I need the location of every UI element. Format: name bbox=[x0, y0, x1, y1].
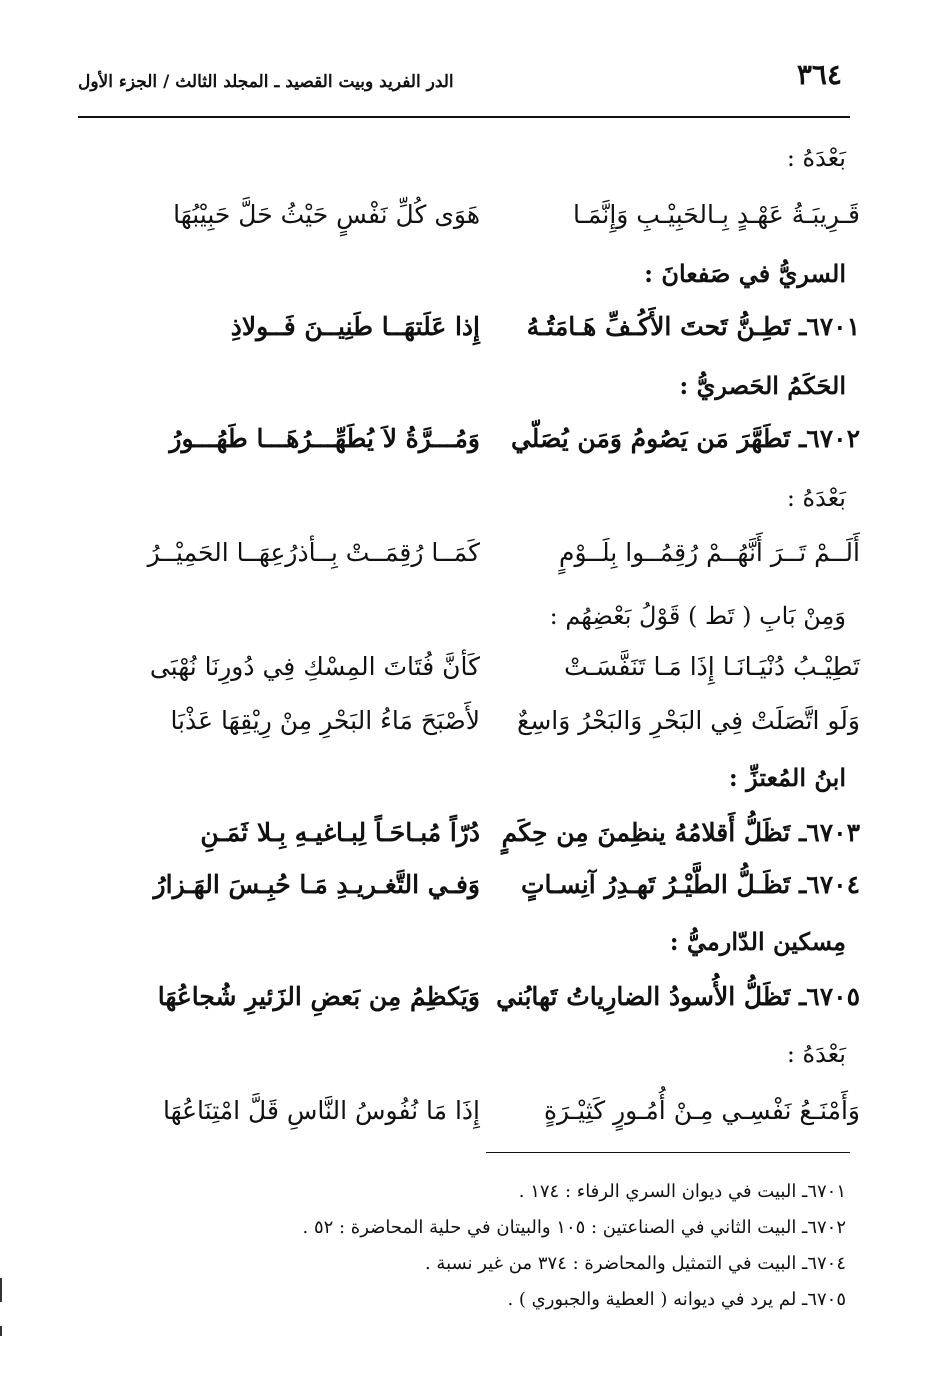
verse-second-hemistich: هَوَى كُلِّ نَفْسٍ حَيْثُ حَلَّ حَبِيْبُهَا bbox=[173, 200, 480, 229]
verse-row bbox=[100, 860, 860, 910]
verse-first-hemistich: ٦٧٠١ـ تَطِـنُّ تَحتَ الأَكُـفِّ هَـامَتُـهُ bbox=[526, 312, 860, 341]
verse-first-hemistich: ٦٧٠٤ـ تَظَـلُّ الطَّيْـرُ تَهـدِرُ آنِسـاتٍ bbox=[521, 870, 860, 899]
page-number: ٣٦٤ bbox=[796, 58, 842, 91]
verse-first-hemistich: قَـرِيبَـةُ عَهْـدٍ بِـالحَبِيْـبِ وَإِنَّمَـا bbox=[572, 200, 860, 229]
footnote-rule bbox=[486, 1152, 850, 1153]
verse-second-hemistich: إِذا عَلَتهَــا طَنِيــنَ فَــولاذِ bbox=[230, 312, 480, 341]
verse-row bbox=[100, 302, 860, 352]
verse-second-hemistich: كَأنَّ فُتَاتَ المِسْكِ فِي دُورِنَا نُهْبَى bbox=[149, 652, 480, 681]
footnote: ٦٧٠١ـ البيت في ديوان السري الرفاء : ١٧٤ . bbox=[518, 1181, 846, 1202]
section-label: بَعْدَهُ : bbox=[786, 1040, 846, 1068]
poet-heading: الحَكَمُ الحَصريُّ : bbox=[679, 371, 846, 400]
scan-edge-mark bbox=[0, 1326, 2, 1336]
verse-second-hemistich: إِذَا مَا نُفُوسُ النَّاسِ قَلَّ امْتِنَاعُهَا bbox=[162, 1096, 480, 1125]
verse-row bbox=[100, 696, 860, 746]
footnote: ٦٧٠٢ـ البيت الثاني في الصناعتين : ١٠٥ والبيتان في حلية المحاضرة : ٥٢ . bbox=[302, 1217, 846, 1238]
section-label: بَعْدَهُ : bbox=[786, 144, 846, 172]
poet-heading: السريُّ في صَفعانَ : bbox=[644, 259, 846, 288]
running-title: الدر الفريد وبيت القصيد ـ المجلد الثالث / الجزء الأول bbox=[78, 72, 454, 92]
verse-first-hemistich: ٦٧٠٥ـ تَظَلُّ الأُسودُ الضارِياتُ تَهابُني bbox=[496, 982, 860, 1011]
section-label: بَعْدَهُ : bbox=[786, 484, 846, 512]
verse-row bbox=[100, 808, 860, 858]
header-rule bbox=[78, 116, 850, 118]
verse-second-hemistich: وَيَكظِمُ مِن بَعضِ الزَئيرِ شُجاعُهَا bbox=[157, 982, 480, 1011]
footnote: ٦٧٠٤ـ البيت في التمثيل والمحاضرة : ٣٧٤ من غير نسبة . bbox=[424, 1253, 846, 1274]
section-label: وَمِنْ بَابِ ( تَط ) قَوْلُ بَعْضِهُم : bbox=[549, 602, 846, 630]
verse-row bbox=[100, 642, 860, 692]
verse-second-hemistich: لأَصْبَحَ مَاءُ البَحْرِ مِنْ رِيْقِهَا عَذْبَا bbox=[170, 706, 480, 735]
scan-edge-mark bbox=[0, 1278, 2, 1302]
verse-second-hemistich: دُرّاً مُبـاحَـاً لِبـاغيـهِ بِـلا ثَمَـنِ bbox=[200, 818, 480, 847]
verse-first-hemistich: ٦٧٠٣ـ تَظَلُّ أَقلامُهُ ينظِمنَ مِن حِكَمٍ bbox=[501, 818, 860, 847]
verse-row bbox=[100, 972, 860, 1022]
verse-first-hemistich: ٦٧٠٢ـ تَطَهَّرَ مَن يَصُومُ وَمَن يُصَلّي bbox=[510, 424, 860, 453]
poet-heading: ابنُ المُعتزِّ : bbox=[728, 763, 846, 792]
verse-second-hemistich: وَفـي التَّغـريـدِ مَـا حُبِـسَ الهَـزارُ bbox=[153, 870, 480, 899]
verse-first-hemistich: تَطِيْـبُ دُنْيَـانَـا إِذَا مَـا تَنَفَّسَـتْ bbox=[564, 652, 860, 681]
verse-second-hemistich: وَمُـــرَّةُ لاَ يُطَهِّـــرُهَـــا طَهُـــورُ bbox=[169, 424, 480, 453]
verse-row bbox=[100, 190, 860, 240]
verse-first-hemistich: وَلَو اتَّصَلَتْ فِي البَحْرِ وَالبَحْرُ وَاسِعٌ bbox=[517, 706, 860, 735]
poet-heading: مِسكين الدّارميُّ : bbox=[669, 927, 846, 956]
verse-second-hemistich: كَمَــا رُقِمَــتْ بِــأذرُعِهَــا الحَمِيْــرُ bbox=[147, 538, 480, 567]
verse-row bbox=[100, 1086, 860, 1136]
verse-row bbox=[100, 528, 860, 578]
verse-first-hemistich: وَأَمْنَـعُ نَفْسِـي مِـنْ أُمُـورٍ كَثِيْـرَةٍ bbox=[543, 1096, 860, 1125]
page-header bbox=[78, 58, 850, 102]
footnote: ٦٧٠٥ـ لم يرد في ديوانه ( العطية والجبوري ) . bbox=[507, 1289, 846, 1310]
verse-row bbox=[100, 414, 860, 464]
verse-first-hemistich: أَلَــمْ تَــرَ أَنَّهُــمْ رُقِمُــوا بِلَــوْمٍ bbox=[558, 538, 860, 567]
